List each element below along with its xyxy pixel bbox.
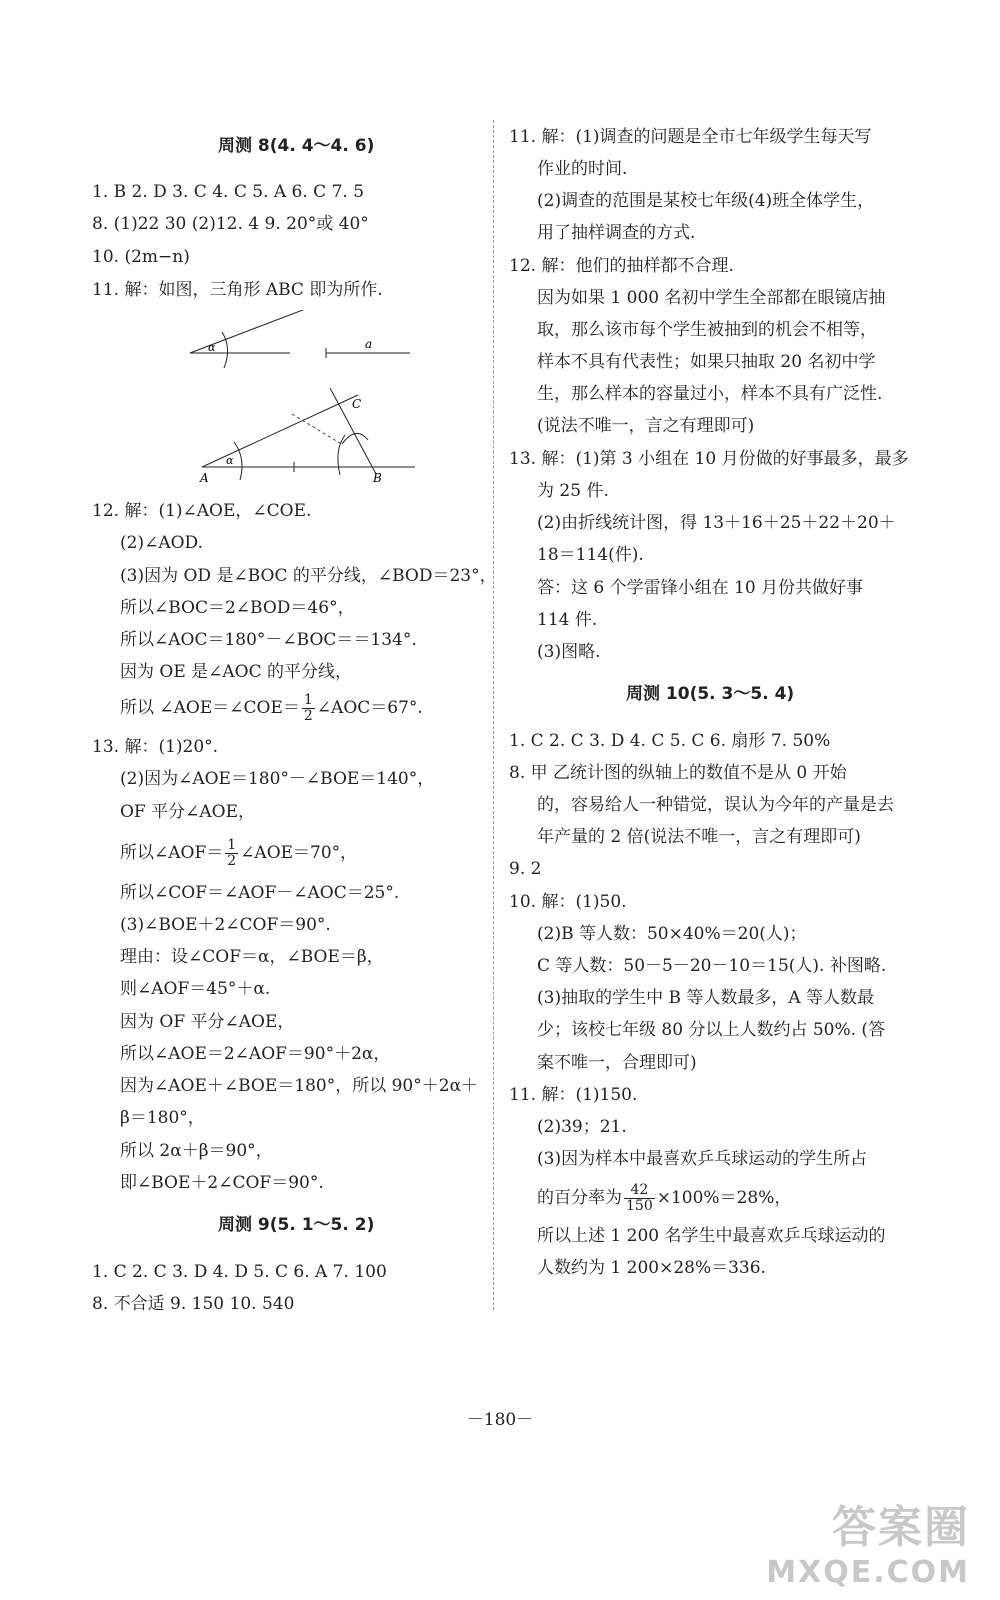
answer-line: 的，容易给人一种错觉，误认为今年的产量是去	[537, 795, 894, 815]
answer-line: 11. 解：如图，三角形 ABC 即为所作.	[92, 280, 383, 300]
alpha-label: α	[208, 341, 216, 354]
answer-line: (说法不唯一，言之有理即可)	[537, 416, 755, 436]
answer-line: 所以 2α＋β＝90°，	[120, 1141, 273, 1161]
answer-line: 少；该校七年级 80 分以上人数约占 50%. (答	[537, 1020, 886, 1040]
answer-line: 用了抽样调查的方式.	[537, 223, 696, 243]
section-8-title: 周测 8(4. 4～4. 6)	[218, 136, 375, 156]
answer-line: 10. (2m−n)	[92, 247, 190, 267]
answer-line: 因为 OF 平分∠AOE，	[120, 1012, 295, 1032]
answer-line: β＝180°，	[120, 1108, 205, 1128]
answer-line: 则∠AOF＝45°＋α.	[120, 979, 271, 999]
answer-line: 所以上述 1 200 名学生中最喜欢乒乓球运动的	[537, 1226, 886, 1246]
answer-line: 114 件.	[537, 610, 598, 630]
answer-line: 1. C 2. C 3. D 4. D 5. C 6. A 7. 100	[92, 1262, 387, 1282]
answer-line: (2)39；21.	[537, 1117, 627, 1137]
answer-line: 因为∠AOE＋∠BOE＝180°，所以 90°＋2α＋	[120, 1076, 479, 1096]
answer-line: 10. 解：(1)50.	[509, 892, 627, 912]
answer-line: 理由：设∠COF＝α，∠BOE＝β，	[120, 947, 384, 967]
page-number: －180－	[466, 1410, 534, 1430]
answer-line: 13. 解：(1)20°.	[92, 737, 219, 757]
answer-line: 11. 解：(1)150.	[509, 1085, 638, 1105]
answer-line: (2)B 等人数：50×40%＝20(人)；	[537, 924, 807, 944]
answer-line: 案不唯一，合理即可)	[537, 1053, 697, 1073]
column-divider	[493, 120, 494, 1310]
section-9-title: 周测 9(5. 1～5. 2)	[218, 1215, 375, 1235]
answer-line: (2)∠AOD.	[120, 533, 203, 553]
answer-line: (3)∠BOE＋2∠COF＝90°.	[120, 915, 331, 935]
fraction-42-150: $\frac{42}{150}$	[626, 1182, 653, 1214]
section-10-title: 周测 10(5. 3～5. 4)	[626, 684, 795, 704]
answer-line: 1. C 2. C 3. D 4. C 5. C 6. 扇形 7. 50%	[509, 731, 831, 751]
vertex-a-label: A	[200, 471, 209, 485]
answer-line: 为 25 件.	[537, 481, 609, 501]
answer-line: 所以 ∠AOE＝∠COE＝ $\frac{1}{2}$ ∠AOC＝67°.	[120, 692, 423, 724]
answer-line: 生，那么样本的容量过小，样本不具有广泛性.	[537, 384, 883, 404]
answer-line: C 等人数：50－5－20－10＝15(人). 补图略.	[537, 956, 887, 976]
alpha-label: α	[226, 454, 234, 467]
answer-line: 年产量的 2 倍(说法不唯一，言之有理即可)	[537, 827, 861, 847]
answer-line: 12. 解：(1)∠AOE，∠COE.	[92, 501, 312, 521]
vertex-b-label: B	[373, 471, 382, 485]
answer-line: 取，那么该市每个学生被抽到的机会不相等，	[537, 320, 877, 340]
answer-line: 所以∠AOE＝2∠AOF＝90°＋2α，	[120, 1044, 391, 1064]
answer-line: 即∠BOE＋2∠COF＝90°.	[120, 1173, 324, 1193]
answer-line: (3)抽取的学生中 B 等人数最多，A 等人数最	[537, 988, 875, 1008]
segment-a-label: a	[365, 337, 373, 351]
answer-line: 人数约为 1 200×28%＝336.	[537, 1258, 766, 1278]
answer-line: (2)调查的范围是某校七年级(4)班全体学生，	[537, 191, 875, 211]
answer-line: OF 平分∠AOE，	[120, 802, 256, 822]
answer-line: 18＝114(件).	[537, 545, 644, 565]
answer-line: 所以∠AOC＝180°－∠BOC＝＝134°.	[120, 630, 417, 650]
answer-line: 因为如果 1 000 名初中学生全部都在眼镜店抽	[537, 288, 886, 308]
answer-line: 1. B 2. D 3. C 4. C 5. A 6. C 7. 5	[92, 182, 365, 202]
answer-line: (3)因为 OD 是∠BOC 的平分线，∠BOD＝23°，	[120, 566, 497, 586]
answer-line: 9. 2	[509, 859, 542, 879]
answer-line: 作业的时间.	[537, 159, 628, 179]
answer-line: 所以∠BOC＝2∠BOD＝46°，	[120, 598, 355, 618]
fraction-half: $\frac{1}{2}$	[303, 692, 313, 724]
answer-line: 因为 OE 是∠AOC 的平分线，	[120, 662, 353, 682]
answer-line: (3)图略.	[537, 642, 601, 662]
answer-line: 答：这 6 个学雷锋小组在 10 月份共做好事	[537, 578, 864, 598]
answer-line: 8. 甲 乙统计图的纵轴上的数值不是从 0 开始	[509, 763, 847, 783]
answer-line: 8. (1)22 30 (2)12. 4 9. 20°或 40°	[92, 214, 369, 234]
answer-line: 12. 解：他们的抽样都不合理.	[509, 256, 734, 276]
answer-line: 的百分率为 $\frac{42}{150}$ ×100%＝28%，	[537, 1182, 792, 1214]
answer-line: (2)由折线统计图，得 13＋16＋25＋22＋20＋	[537, 513, 896, 533]
answer-line: 13. 解：(1)第 3 小组在 10 月份做的好事最多，最多	[509, 449, 909, 469]
fraction-half: $\frac{1}{2}$	[227, 837, 237, 869]
answer-line: 样本不具有代表性；如果只抽取 20 名初中学	[537, 352, 876, 372]
vertex-c-label: C	[352, 397, 362, 411]
answer-line: (2)因为∠AOE＝180°－∠BOE＝140°，	[120, 769, 435, 789]
answer-line: 所以∠AOF＝ $\frac{1}{2}$ ∠AOE＝70°，	[120, 837, 358, 869]
answer-line: 11. 解：(1)调查的问题是全市七年级学生每天写	[509, 127, 872, 147]
answer-line: 8. 不合适 9. 150 10. 540	[92, 1294, 295, 1314]
watermark-logo: 答案圈 MXQE.COM	[766, 1502, 970, 1590]
answer-line: (3)因为样本中最喜欢乒乓球运动的学生所占	[537, 1149, 868, 1169]
answer-line: 所以∠COF＝∠AOF－∠AOC＝25°.	[120, 883, 400, 903]
construction-figure	[180, 310, 430, 490]
